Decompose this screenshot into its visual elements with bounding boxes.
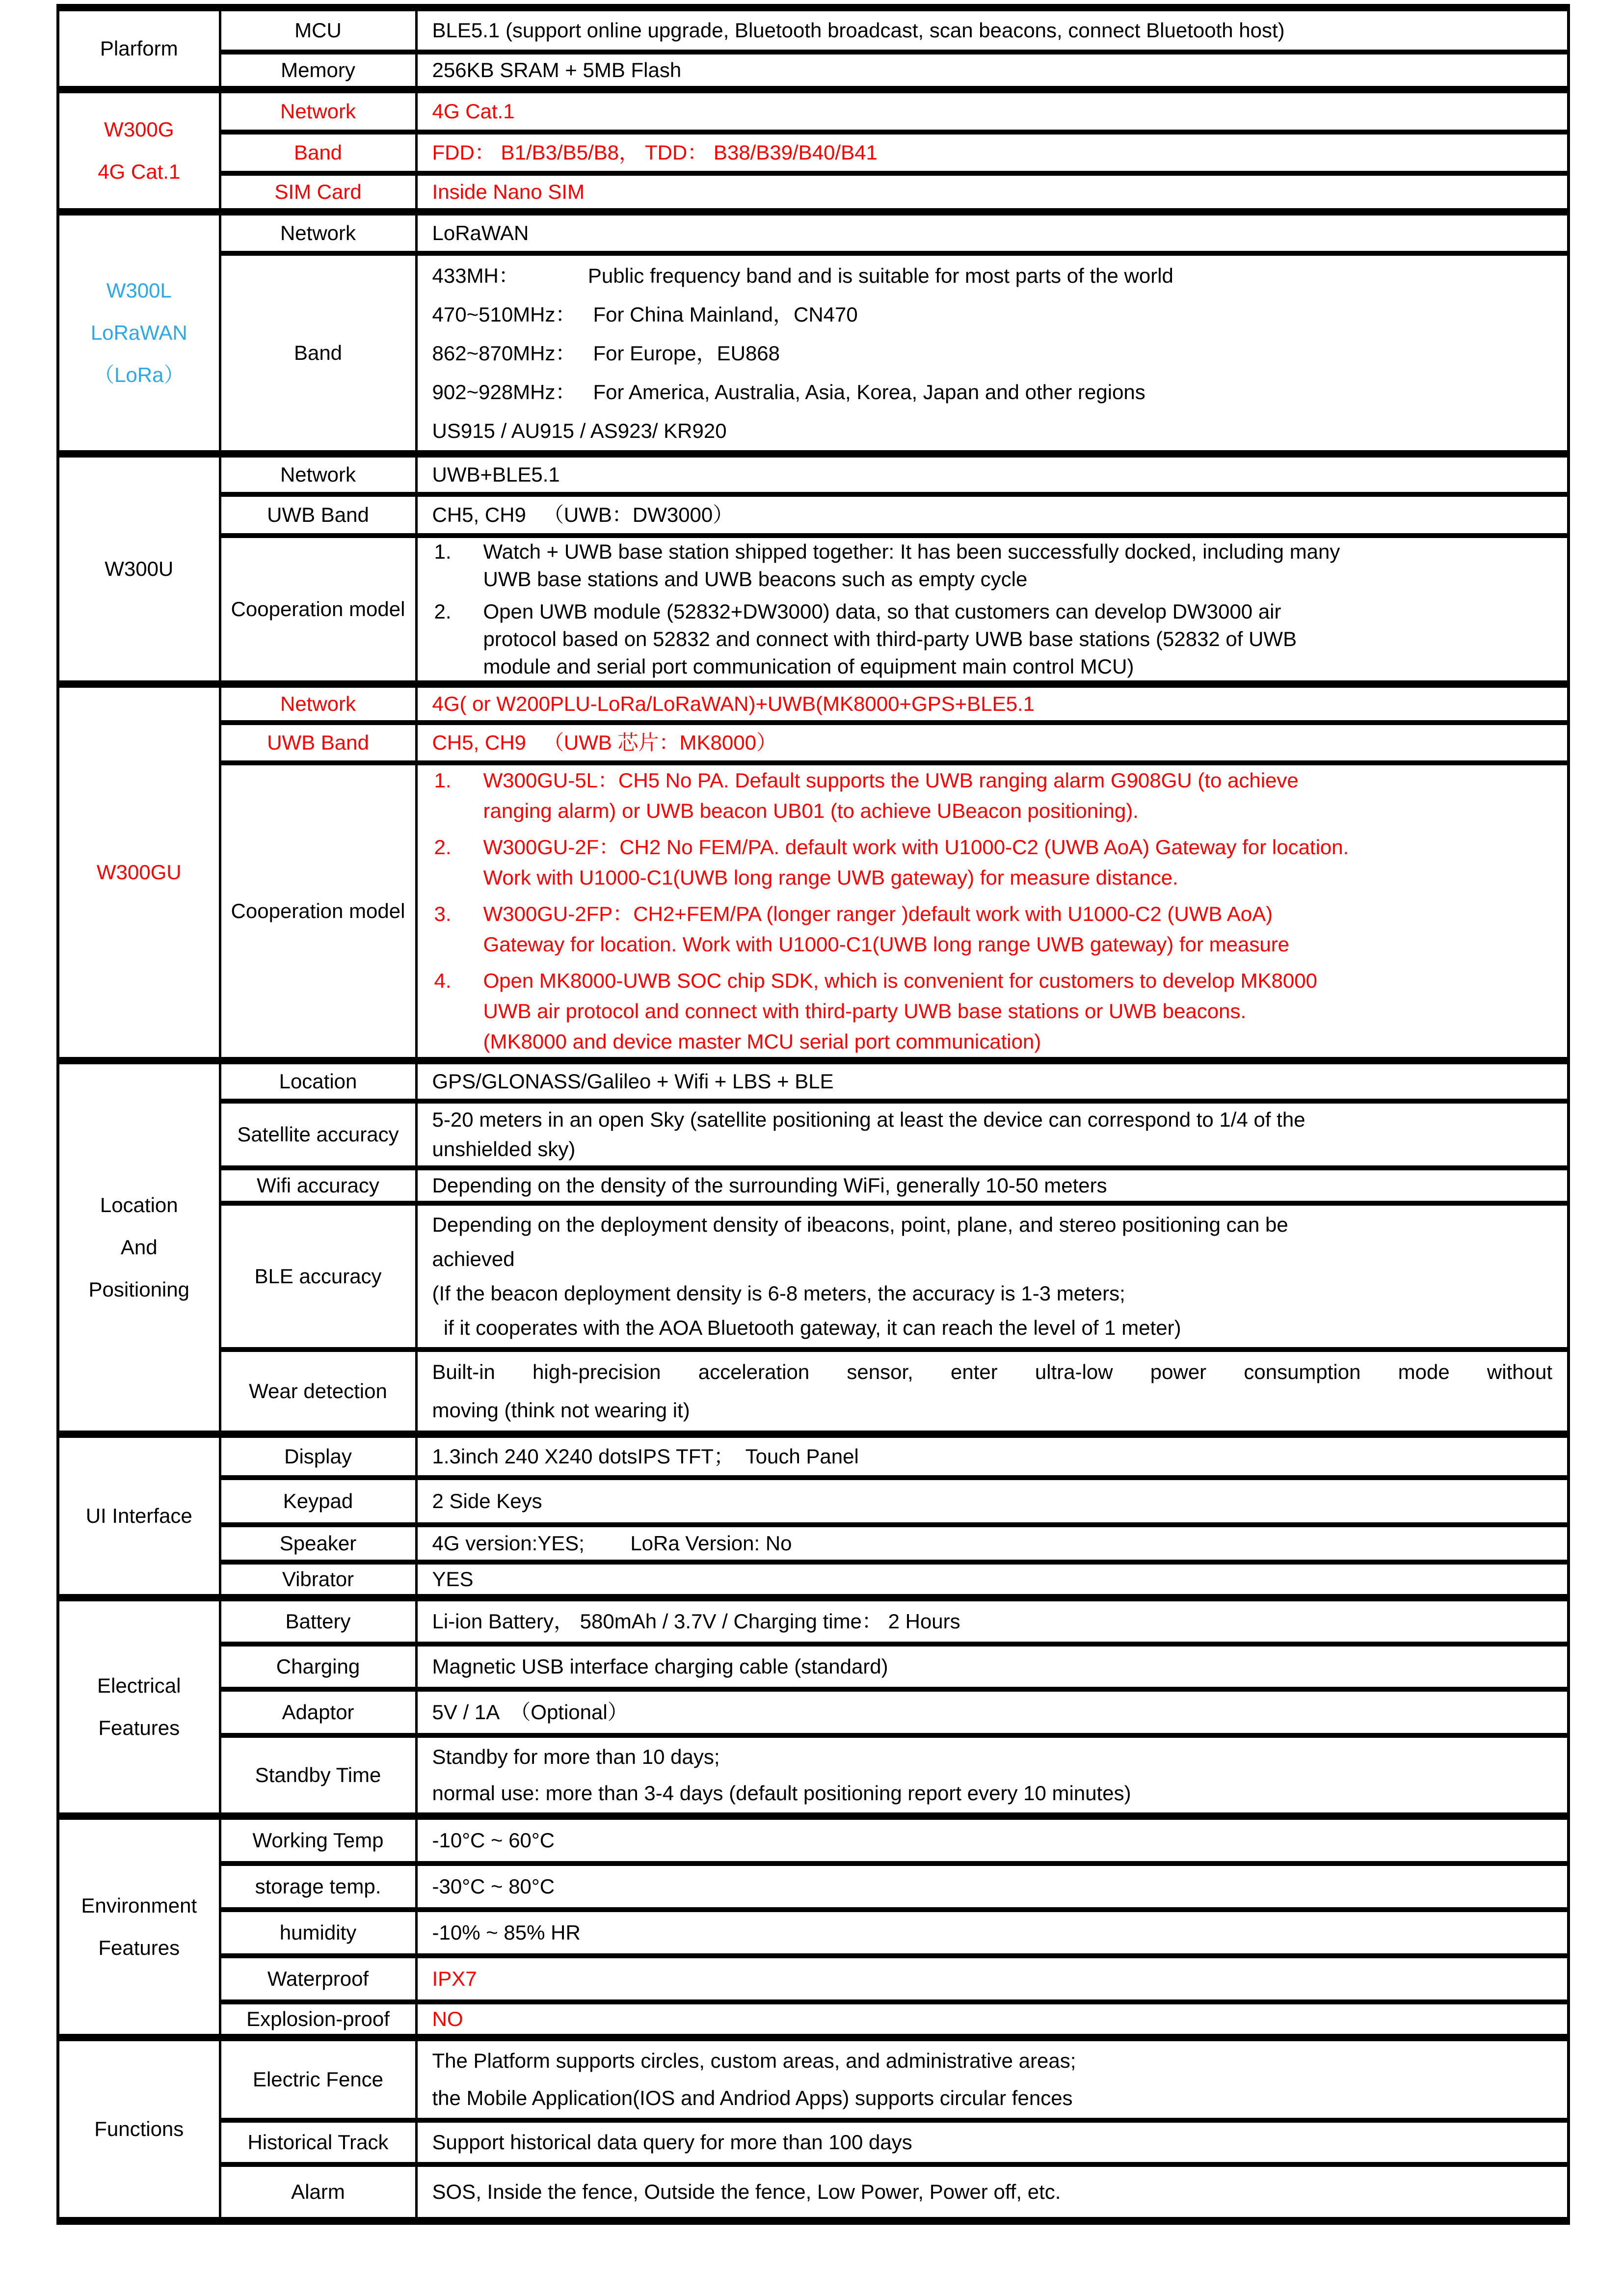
value-text: IPX7 <box>432 1967 477 1990</box>
param-cell <box>220 8 416 53</box>
param-cell <box>220 723 416 763</box>
param-cell <box>220 132 416 173</box>
category-label: Positioning <box>88 1278 189 1301</box>
param-label: Network <box>280 462 356 486</box>
value-cell <box>416 536 1569 684</box>
param-label: SIM Card <box>274 180 362 203</box>
table-row <box>58 212 1569 254</box>
param-cell <box>220 1168 416 1203</box>
value-cell <box>416 684 1569 723</box>
value-cell <box>416 212 1569 254</box>
value-line: (MK8000 and device master MCU serial port communication) <box>483 1030 1041 1053</box>
category-cell <box>58 684 220 1061</box>
table-row <box>58 1434 1569 1478</box>
list-item-text <box>483 765 1553 826</box>
value-cell <box>416 1203 1569 1350</box>
param-cell <box>220 1478 416 1525</box>
category-label: Plarform <box>100 36 178 60</box>
value-line: normal use: more than 3-4 days (default positioning report every 10 minutes) <box>432 1782 1131 1805</box>
table-row <box>58 1525 1569 1562</box>
table-row <box>58 1956 1569 2002</box>
spec-table-body <box>58 8 1569 2221</box>
value-text: 256KB SRAM + 5MB Flash <box>432 58 682 81</box>
value-line: the Mobile Application(IOS and Andriod Apps) supports circular fences <box>432 2086 1073 2109</box>
list-item-number: 4. <box>434 969 452 992</box>
param-cell <box>220 1864 416 1910</box>
table-row <box>58 2038 1569 2121</box>
category-label: Functions <box>94 2117 184 2140</box>
value-line: 5-20 meters in an open Sky (satellite positioning at least the device can correspond to 1/4 of the <box>432 1108 1305 1131</box>
param-label: Battery <box>285 1609 351 1633</box>
value-line: ranging alarm) or UWB beacon UB01 (to achieve UBeacon positioning). <box>483 799 1139 822</box>
value-line: W300GU-2FP：CH2+FEM/PA (longer ranger )default work with U1000-C2 (UWB AoA) <box>483 902 1273 925</box>
value-line: module and serial port communication of equipment main control MCU) <box>483 655 1134 678</box>
value-text: 5V / 1A （Optional） <box>432 1700 628 1724</box>
param-cell <box>220 1203 416 1350</box>
param-label: Cooperation model <box>231 899 405 922</box>
table-row <box>58 1644 1569 1689</box>
value-cell <box>416 2120 1569 2164</box>
param-cell <box>220 536 416 684</box>
value-text: -30°C ~ 80°C <box>432 1874 555 1898</box>
param-label: Satellite accuracy <box>237 1122 399 1146</box>
param-label: Band <box>293 341 343 364</box>
param-cell <box>220 52 416 90</box>
category-cell <box>58 8 220 90</box>
param-cell <box>220 1598 416 1645</box>
category-cell <box>58 1061 220 1434</box>
category-cell <box>58 2038 220 2221</box>
param-label: Adaptor <box>282 1700 354 1724</box>
category-label: 4G Cat.1 <box>98 160 181 183</box>
category-cell <box>58 1598 220 1816</box>
list-item-text <box>483 598 1553 680</box>
value-text: 2 Side Keys <box>432 1489 542 1513</box>
table-row <box>58 723 1569 763</box>
param-label: Explosion-proof <box>246 2007 390 2030</box>
value-text: FDD： B1/B3/B5/B8， TDD： B38/B39/B40/B41 <box>432 140 878 164</box>
table-row <box>58 2164 1569 2221</box>
table-row <box>58 1478 1569 1525</box>
value-line: achieved <box>432 1247 515 1270</box>
param-label: storage temp. <box>255 1874 381 1898</box>
value-cell <box>416 1689 1569 1735</box>
category-cell <box>58 212 220 454</box>
value-text: 4G Cat.1 <box>432 99 515 123</box>
value-text: 1.3inch 240 X240 dotsIPS TFT； Touch Panel <box>432 1444 859 1468</box>
param-label: Waterproof <box>267 1967 369 1990</box>
value-line: Work with U1000-C1(UWB long range UWB gateway) for measure distance. <box>483 866 1178 889</box>
param-label: UWB Band <box>267 730 369 754</box>
table-row <box>58 1689 1569 1735</box>
value-cell <box>416 52 1569 90</box>
list-item-text <box>483 966 1553 1057</box>
value-line: protocol based on 52832 and connect with third-party UWB base stations (52832 of UWB <box>483 627 1297 650</box>
value-text: NO <box>432 2007 463 2030</box>
list-item-text <box>483 899 1553 960</box>
value-line: 433MH： Public frequency band and is suitable for most parts of the world <box>432 264 1173 287</box>
param-label: Wifi accuracy <box>257 1173 379 1197</box>
value-text: Magnetic USB interface charging cable (standard) <box>432 1654 888 1678</box>
category-label: Features <box>98 1936 180 1959</box>
param-label: Charging <box>276 1654 360 1678</box>
param-cell <box>220 684 416 723</box>
value-cell <box>416 1434 1569 1478</box>
param-cell <box>220 763 416 1061</box>
category-cell <box>58 90 220 212</box>
param-cell <box>220 1689 416 1735</box>
list-item-number: 3. <box>434 902 452 925</box>
param-label: Display <box>284 1444 352 1468</box>
value-text: -10% ~ 85% HR <box>432 1920 581 1944</box>
value-line: (If the beacon deployment density is 6-8 meters, the accuracy is 1-3 meters; <box>432 1282 1125 1305</box>
category-label: Location <box>100 1193 178 1216</box>
value-cell <box>416 90 1569 133</box>
value-text: 4G version:YES; LoRa Version: No <box>432 1531 792 1555</box>
value-line: if it cooperates with the AOA Bluetooth gateway, it can reach the level of 1 meter) <box>432 1316 1181 1339</box>
param-cell <box>220 173 416 212</box>
value-line: 470~510MHz： For China Mainland，CN470 <box>432 302 858 326</box>
value-text: Inside Nano SIM <box>432 180 585 203</box>
value-cell <box>416 1956 1569 2002</box>
value-line: The Platform supports circles, custom areas, and administrative areas; <box>432 2049 1076 2072</box>
category-label: Environment <box>81 1893 197 1917</box>
table-row <box>58 2120 1569 2164</box>
value-text: Depending on the density of the surrounding WiFi, generally 10-50 meters <box>432 1173 1107 1197</box>
table-row <box>58 173 1569 212</box>
value-text: CH5, CH9 （UWB 芯片：MK8000） <box>432 730 777 754</box>
value-line: 902~928MHz： For America, Australia, Asia, Korea, Japan and other regions <box>432 380 1145 404</box>
table-row <box>58 1061 1569 1102</box>
param-label: Network <box>280 221 356 244</box>
param-label: Band <box>293 140 343 164</box>
value-line: 862~870MHz： For Europe，EU868 <box>432 341 780 365</box>
param-cell <box>220 1735 416 1816</box>
category-label: LoRaWAN <box>90 321 187 344</box>
list-item <box>434 538 1553 593</box>
param-cell <box>220 1061 416 1102</box>
list-item <box>434 832 1553 893</box>
value-cell <box>416 723 1569 763</box>
value-cell <box>416 1562 1569 1598</box>
value-cell <box>416 1735 1569 1816</box>
table-row <box>58 763 1569 1061</box>
category-cell <box>58 454 220 684</box>
value-line: US915 / AU915 / AS923/ KR920 <box>432 419 727 442</box>
param-label: BLE accuracy <box>254 1264 382 1288</box>
value-cell <box>416 1816 1569 1864</box>
param-label: Network <box>280 692 356 715</box>
param-label: Cooperation model <box>231 597 405 621</box>
list-item <box>434 598 1553 680</box>
category-label: UI Interface <box>85 1504 192 1527</box>
value-cell <box>416 1061 1569 1102</box>
param-label: MCU <box>294 18 342 42</box>
param-cell <box>220 2120 416 2164</box>
param-cell <box>220 494 416 536</box>
param-label: Memory <box>281 58 355 81</box>
category-cell <box>58 1816 220 2038</box>
value-line: UWB air protocol and connect with third-party UWB base stations or UWB beacons. <box>483 999 1247 1023</box>
param-label: Location <box>279 1069 357 1093</box>
param-label: Vibrator <box>282 1567 354 1591</box>
value-line: Standby for more than 10 days; <box>432 1745 720 1768</box>
param-label: humidity <box>279 1920 357 1944</box>
value-line: Open UWB module (52832+DW3000) data, so that customers can develop DW3000 air <box>483 600 1281 623</box>
table-row <box>58 1864 1569 1910</box>
param-cell <box>220 1644 416 1689</box>
param-cell <box>220 253 416 454</box>
value-line: W300GU-5L：CH5 No PA. Default supports the UWB ranging alarm G908GU (to achieve <box>483 769 1299 792</box>
param-label: Alarm <box>291 2180 345 2203</box>
value-cell <box>416 1478 1569 1525</box>
value-text: Support historical data query for more than 100 days <box>432 2130 912 2154</box>
value-cell <box>416 1644 1569 1689</box>
category-label: Electrical <box>97 1674 181 1697</box>
param-label: Keypad <box>283 1489 353 1513</box>
value-cell <box>416 132 1569 173</box>
param-cell <box>220 90 416 133</box>
category-label: W300GU <box>96 860 182 884</box>
value-line: W300GU-2F：CH2 No FEM/PA. default work with U1000-C2 (UWB AoA) Gateway for location. <box>483 836 1349 859</box>
value-text: YES <box>432 1567 474 1591</box>
value-text: -10°C ~ 60°C <box>432 1828 555 1852</box>
table-row <box>58 536 1569 684</box>
value-cell <box>416 1525 1569 1562</box>
param-cell <box>220 2002 416 2038</box>
param-label: Standby Time <box>255 1763 381 1786</box>
value-cell <box>416 2164 1569 2221</box>
value-line: Gateway for location. Work with U1000-C1(UWB long range UWB gateway) for measure <box>483 933 1290 956</box>
table-row <box>58 2002 1569 2038</box>
spec-table <box>56 4 1570 2225</box>
param-label: Working Temp <box>252 1828 384 1852</box>
value-line: Depending on the deployment density of ibeacons, point, plane, and stereo positioning can be <box>432 1213 1288 1236</box>
param-label: Speaker <box>279 1531 357 1555</box>
param-cell <box>220 1434 416 1478</box>
table-row <box>58 8 1569 53</box>
value-line: Open MK8000-UWB SOC chip SDK, which is convenient for customers to develop MK8000 <box>483 969 1317 992</box>
param-cell <box>220 2164 416 2221</box>
value-cell <box>416 173 1569 212</box>
param-cell <box>220 1562 416 1598</box>
list-item-text <box>483 538 1553 593</box>
param-cell <box>220 454 416 495</box>
table-row <box>58 1101 1569 1168</box>
value-cell <box>416 494 1569 536</box>
value-cell <box>416 1101 1569 1168</box>
category-label: Features <box>98 1716 180 1739</box>
category-label: And <box>120 1235 158 1259</box>
list-item-number: 1. <box>434 769 452 792</box>
table-row <box>58 1168 1569 1203</box>
list-item <box>434 765 1553 826</box>
value-cell <box>416 1864 1569 1910</box>
param-label: Electric Fence <box>252 2067 384 2091</box>
category-label: W300U <box>105 557 174 580</box>
value-cell <box>416 1168 1569 1203</box>
table-row <box>58 1910 1569 1956</box>
list-item-text <box>483 832 1553 893</box>
list-item-number: 2. <box>434 836 452 859</box>
value-cell <box>416 763 1569 1061</box>
list-item <box>434 966 1553 1057</box>
list-item-number: 2. <box>434 600 452 623</box>
value-line: Watch + UWB base station shipped together: It has been successfully docked, including many <box>483 540 1340 563</box>
value-cell <box>416 2002 1569 2038</box>
param-label: Network <box>280 99 356 123</box>
value-text: CH5, CH9 （UWB：DW3000） <box>432 503 734 526</box>
category-cell <box>58 1434 220 1598</box>
table-row <box>58 684 1569 723</box>
category-label: （LoRa） <box>94 363 185 387</box>
value-text: LoRaWAN <box>432 221 529 244</box>
table-row <box>58 1735 1569 1816</box>
table-row <box>58 454 1569 495</box>
param-label: UWB Band <box>267 503 369 526</box>
value-text: BLE5.1 (support online upgrade, Bluetooth broadcast, scan beacons, connect Bluetooth host) <box>432 18 1285 42</box>
param-cell <box>220 1910 416 1956</box>
param-cell <box>220 1956 416 2002</box>
value-line: Built-in high-precision acceleration sensor, enter ultra-low power consumption mode without <box>432 1360 1552 1383</box>
param-cell <box>220 1525 416 1562</box>
value-cell <box>416 8 1569 53</box>
table-row <box>58 1816 1569 1864</box>
value-text: SOS, Inside the fence, Outside the fence, Low Power, Power off, etc. <box>432 2180 1061 2203</box>
table-row <box>58 90 1569 133</box>
param-label: Wear detection <box>249 1379 387 1403</box>
table-row <box>58 132 1569 173</box>
table-row <box>58 494 1569 536</box>
list-item-number: 1. <box>434 540 452 563</box>
table-row <box>58 1203 1569 1350</box>
param-cell <box>220 1350 416 1434</box>
value-cell <box>416 1598 1569 1645</box>
table-row <box>58 52 1569 90</box>
value-cell <box>416 253 1569 454</box>
value-cell <box>416 1350 1569 1434</box>
value-text: UWB+BLE5.1 <box>432 462 560 486</box>
table-row <box>58 1598 1569 1645</box>
value-text: 4G( or W200PLU-LoRa/LoRaWAN)+UWB(MK8000+GPS+BLE5.1 <box>432 692 1035 715</box>
param-label: Historical Track <box>247 2130 389 2154</box>
table-row <box>58 253 1569 454</box>
value-cell <box>416 1910 1569 1956</box>
value-text: Li-ion Battery， 580mAh / 3.7V / Charging time： 2 Hours <box>432 1609 960 1633</box>
value-cell <box>416 454 1569 495</box>
category-label: W300G <box>104 117 174 141</box>
param-cell <box>220 212 416 254</box>
category-label: W300L <box>106 278 172 302</box>
param-cell <box>220 2038 416 2121</box>
value-line: UWB base stations and UWB beacons such as empty cycle <box>483 567 1028 591</box>
table-row <box>58 1350 1569 1434</box>
list-item <box>434 899 1553 960</box>
value-cell <box>416 2038 1569 2121</box>
value-line: moving (think not wearing it) <box>432 1399 690 1422</box>
param-cell <box>220 1816 416 1864</box>
param-cell <box>220 1101 416 1168</box>
value-text: GPS/GLONASS/Galileo + Wifi + LBS + BLE <box>432 1069 834 1093</box>
table-row <box>58 1562 1569 1598</box>
value-line: unshielded sky) <box>432 1137 576 1161</box>
